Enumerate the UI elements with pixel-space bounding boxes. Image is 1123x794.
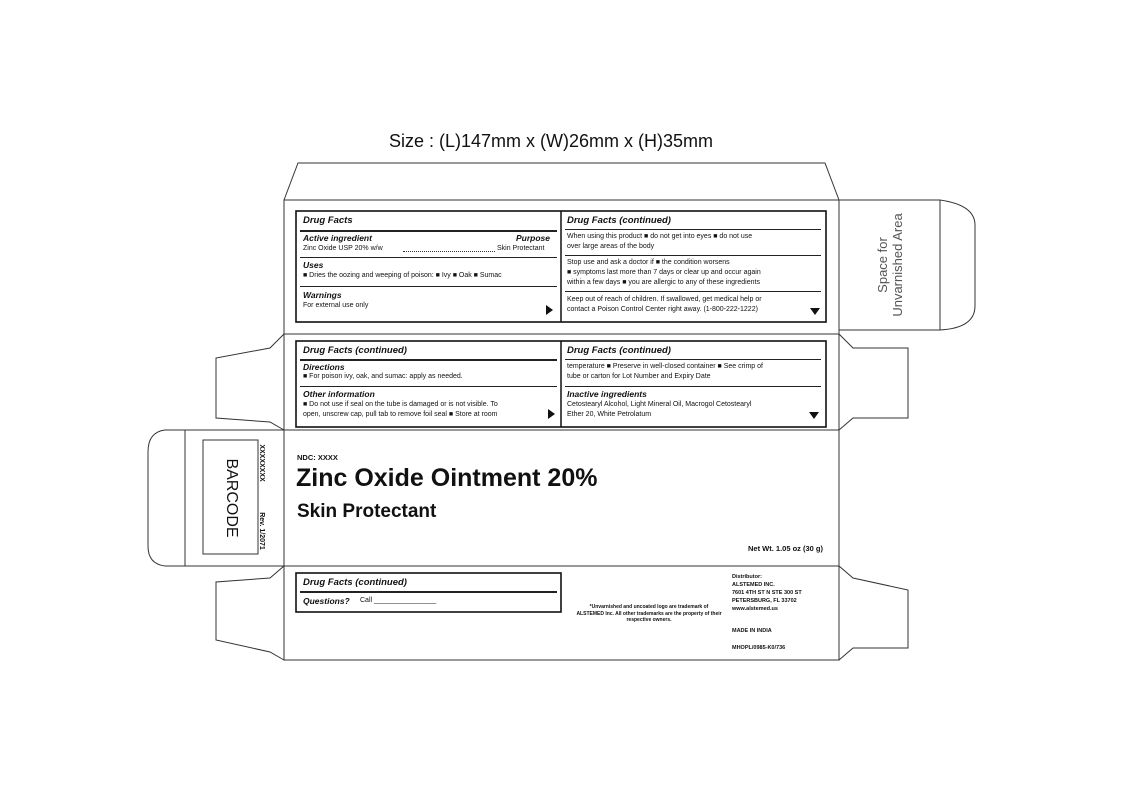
divider — [565, 229, 821, 230]
continue-arrow-icon — [546, 305, 553, 315]
divider — [300, 386, 557, 387]
directions-text: ■ For poison ivy, oak, and sumac: apply as needed. — [303, 373, 463, 380]
keep-out-text-2: contact a Poison Control Center right away. (1-800-222-1222) — [567, 306, 758, 313]
other-info-label: Other information — [303, 389, 375, 399]
other-info-text-2: open, unscrew cap, pull tab to remove foil seal ■ Store at room — [303, 411, 498, 418]
reference-code: MHOPL/0985-K0/736 — [732, 645, 786, 651]
distributor-block: Distributor: ALSTEMED INC. 7601 4TH ST N STE 300 ST PETERSBURG, FL 33702 www.alstemed.us — [732, 574, 802, 612]
directions-label: Directions — [303, 362, 345, 372]
continue-arrow-icon — [548, 409, 555, 419]
side-code-2: Rev. 1/2071 — [258, 512, 265, 550]
active-ingredient-label: Active ingredient — [303, 233, 372, 243]
product-name: Zinc Oxide Ointment 20% — [296, 464, 598, 492]
heading-rule — [300, 359, 557, 361]
unvarnished-area-label: Space for Unvarnished Area — [875, 213, 905, 317]
when-using-text-2: over large areas of the body — [567, 243, 655, 250]
divider — [300, 286, 557, 287]
questions-label: Questions? — [303, 596, 350, 606]
stop-use-text-2: ■ symptoms last more than 7 days or clear up and occur again — [567, 269, 761, 276]
other-info-text: ■ Do not use if seal on the tube is damaged or is not visible. To — [303, 401, 498, 408]
purpose-label: Purpose — [516, 233, 551, 243]
stop-use-text-3: within a few days ■ you are allergic to any of these ingredients — [567, 279, 760, 286]
continue-arrow-icon — [810, 308, 820, 315]
net-weight: Net Wt. 1.05 oz (30 g) — [748, 544, 824, 553]
temperature-text: temperature ■ Preserve in well-closed container ■ See crimp of — [567, 363, 763, 370]
keep-out-text: Keep out of reach of children. If swallowed, get medical help or — [567, 296, 762, 303]
stop-use-text: Stop use and ask a doctor if ■ the condition worsens — [567, 259, 730, 266]
trademark-notice: *Unvarnished and uncoated logo are trademark of ALSTEMED Inc. All other trademarks are the property of their respective owners. — [576, 604, 722, 623]
warnings-label: Warnings — [303, 290, 342, 300]
divider — [565, 255, 821, 256]
temperature-text-2: tube or carton for Lot Number and Expiry Date — [567, 373, 711, 380]
leader-dots — [403, 251, 495, 252]
uses-label: Uses — [303, 260, 324, 270]
drug-facts-continued-heading: Drug Facts (continued) — [567, 345, 671, 356]
size-title: Size : (L)147mm x (W)26mm x (H)35mm — [389, 131, 714, 151]
product-subtitle: Skin Protectant — [297, 501, 437, 522]
made-in-label: MADE IN INDIA — [732, 628, 772, 634]
active-line-left: Zinc Oxide USP 20% w/w — [303, 245, 383, 252]
divider — [300, 257, 557, 258]
side-code-1: XXXXXXXX — [258, 444, 265, 482]
inactive-ingredients-text: Cetostearyl Alcohol, Light Mineral Oil, Macrogol Cetostearyl — [567, 401, 752, 408]
heading-rule — [300, 230, 557, 232]
active-line-right: Skin Protectant — [497, 245, 545, 252]
drug-facts-continued-heading: Drug Facts (continued) — [567, 215, 671, 226]
uses-text: ■ Dries the oozing and weeping of poison: ■ Ivy ■ Oak ■ Sumac — [303, 272, 502, 279]
ndc-code: NDC: XXXX — [297, 453, 338, 462]
continue-arrow-icon — [809, 412, 819, 419]
warnings-text: For external use only — [303, 302, 369, 309]
inactive-ingredients-label: Inactive ingredients — [567, 389, 647, 399]
divider — [565, 386, 821, 387]
when-using-text: When using this product ■ do not get into eyes ■ do not use — [567, 233, 753, 240]
drug-facts-heading: Drug Facts — [303, 215, 353, 226]
questions-text: Call ________________ — [360, 597, 437, 604]
barcode-label: BARCODE — [223, 458, 240, 538]
divider — [565, 291, 821, 292]
divider — [565, 359, 821, 360]
heading-rule — [300, 591, 557, 593]
inactive-ingredients-text-2: Ether 20, White Petrolatum — [567, 411, 652, 418]
drug-facts-continued-heading: Drug Facts (continued) — [303, 577, 407, 588]
drug-facts-continued-heading: Drug Facts (continued) — [303, 345, 407, 356]
